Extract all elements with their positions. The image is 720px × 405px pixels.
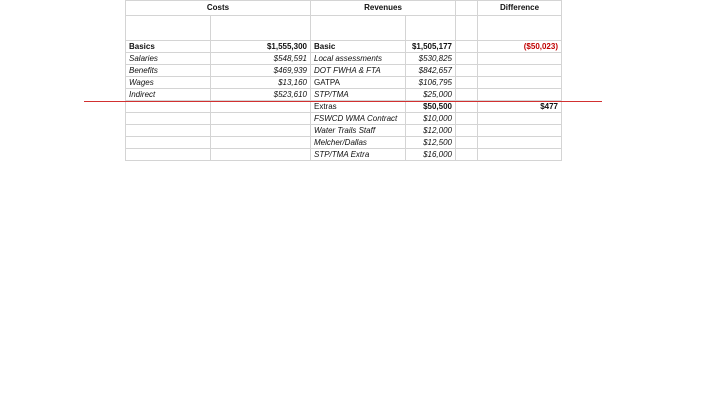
costs-basics-label[interactable]: Basics <box>126 41 211 53</box>
empty-cell[interactable] <box>406 16 456 41</box>
revenues-header[interactable]: Revenues <box>311 1 456 16</box>
extra-item-label[interactable]: STP/TMA Extra <box>311 149 406 161</box>
revenue-item-value[interactable]: $25,000 <box>406 89 456 101</box>
costs-header[interactable]: Costs <box>126 1 311 16</box>
difference-basics-value[interactable]: ($50,023) <box>478 41 562 53</box>
empty-cell[interactable] <box>478 89 562 101</box>
table-row <box>126 113 562 125</box>
empty-cell[interactable] <box>126 16 211 41</box>
empty-cell[interactable] <box>456 89 478 101</box>
extra-item-label[interactable]: Melcher/Dallas <box>311 137 406 149</box>
revenue-item-value[interactable]: $842,657 <box>406 65 456 77</box>
empty-cell[interactable] <box>456 53 478 65</box>
revenue-item-label[interactable]: Local assessments <box>311 53 406 65</box>
empty-cell[interactable] <box>478 65 562 77</box>
empty-cell[interactable] <box>478 77 562 89</box>
empty-cell[interactable] <box>456 65 478 77</box>
header-row <box>126 1 562 16</box>
empty-cell[interactable] <box>211 137 311 149</box>
empty-cell[interactable] <box>456 113 478 125</box>
extra-item-value[interactable]: $10,000 <box>406 113 456 125</box>
empty-cell[interactable] <box>478 149 562 161</box>
table-row <box>126 41 562 53</box>
cost-item-value[interactable]: $548,591 <box>211 53 311 65</box>
extra-item-label[interactable]: Water Trails Staff <box>311 125 406 137</box>
table-row <box>126 89 562 101</box>
budget-table <box>125 0 562 161</box>
revenue-basic-label[interactable]: Basic <box>311 41 406 53</box>
table-row <box>126 77 562 89</box>
table-row <box>126 125 562 137</box>
empty-cell[interactable] <box>456 77 478 89</box>
empty-cell[interactable] <box>456 16 478 41</box>
table-row <box>126 137 562 149</box>
empty-cell[interactable] <box>211 149 311 161</box>
empty-cell[interactable] <box>211 101 311 113</box>
difference-extras-value[interactable]: $477 <box>478 101 562 113</box>
empty-cell[interactable] <box>126 137 211 149</box>
empty-cell[interactable] <box>126 113 211 125</box>
revenue-extras-value[interactable]: $50,500 <box>406 101 456 113</box>
red-divider-line <box>84 101 602 102</box>
difference-header[interactable]: Difference <box>478 1 562 16</box>
extra-item-value[interactable]: $12,000 <box>406 125 456 137</box>
table-row <box>126 53 562 65</box>
extra-item-value[interactable]: $12,500 <box>406 137 456 149</box>
revenue-item-label[interactable]: DOT FWHA & FTA <box>311 65 406 77</box>
blank-row <box>126 16 562 41</box>
empty-cell[interactable] <box>478 16 562 41</box>
empty-cell[interactable] <box>211 113 311 125</box>
empty-cell[interactable] <box>126 101 211 113</box>
empty-cell[interactable] <box>211 16 311 41</box>
extra-item-label[interactable]: FSWCD WMA Contract <box>311 113 406 125</box>
cost-item-label[interactable]: Indirect <box>126 89 211 101</box>
empty-cell[interactable] <box>478 125 562 137</box>
empty-cell[interactable] <box>126 149 211 161</box>
revenue-item-label[interactable]: GATPA <box>311 77 406 89</box>
costs-basics-value[interactable]: $1,555,300 <box>211 41 311 53</box>
revenue-basic-value[interactable]: $1,505,177 <box>406 41 456 53</box>
empty-cell[interactable] <box>211 125 311 137</box>
empty-cell[interactable] <box>456 149 478 161</box>
table-row <box>126 149 562 161</box>
cost-item-label[interactable]: Wages <box>126 77 211 89</box>
empty-cell[interactable] <box>456 125 478 137</box>
empty-cell[interactable] <box>456 1 478 16</box>
revenue-item-label[interactable]: STP/TMA <box>311 89 406 101</box>
empty-cell[interactable] <box>456 101 478 113</box>
revenue-item-value[interactable]: $106,795 <box>406 77 456 89</box>
table-row <box>126 101 562 113</box>
cost-item-value[interactable]: $523,610 <box>211 89 311 101</box>
empty-cell[interactable] <box>456 137 478 149</box>
cost-item-value[interactable]: $13,160 <box>211 77 311 89</box>
extra-item-value[interactable]: $16,000 <box>406 149 456 161</box>
empty-cell[interactable] <box>478 53 562 65</box>
empty-cell[interactable] <box>478 137 562 149</box>
empty-cell[interactable] <box>478 113 562 125</box>
empty-cell[interactable] <box>126 125 211 137</box>
empty-cell[interactable] <box>311 16 406 41</box>
empty-cell[interactable] <box>456 41 478 53</box>
cost-item-label[interactable]: Benefits <box>126 65 211 77</box>
cost-item-value[interactable]: $469,939 <box>211 65 311 77</box>
table-row <box>126 65 562 77</box>
revenue-extras-label[interactable]: Extras <box>311 101 406 113</box>
cost-item-label[interactable]: Salaries <box>126 53 211 65</box>
revenue-item-value[interactable]: $530,825 <box>406 53 456 65</box>
